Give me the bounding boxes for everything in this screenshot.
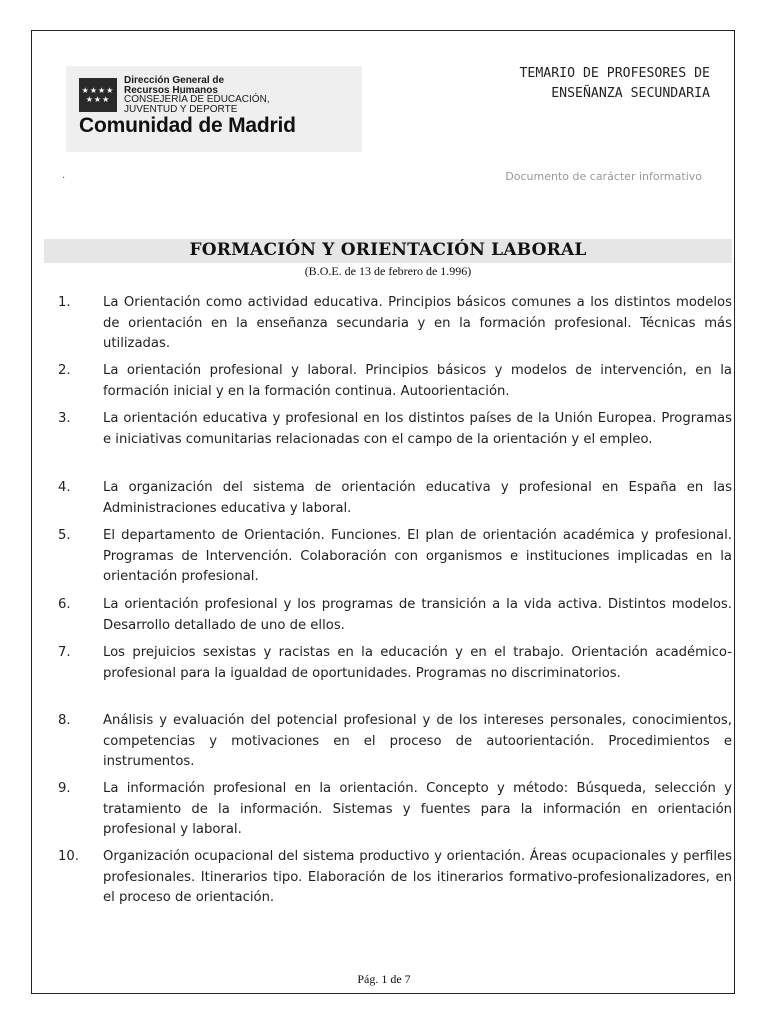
header-title	[519, 64, 710, 104]
list-item	[58, 361, 732, 402]
item-text: Organización ocupacional del sistema productivo y orientación. Áreas ocupacionales y perfiles profesionales. Itinerarios tipo. Elaboración de los itinerarios formativo-profesionalizadores, en el proceso de orientación.	[103, 849, 732, 905]
list-item	[58, 643, 732, 684]
item-number: 3.	[58, 411, 71, 426]
item-number: 10.	[58, 849, 79, 864]
item-number: 6.	[58, 597, 71, 612]
item-text: La organización del sistema de orientación educativa y profesional en España en las Administraciones educativa y laboral.	[103, 480, 732, 516]
logo-line-2: Recursos Humanos	[124, 84, 218, 96]
page-number: Pág. 1 de 7	[357, 972, 411, 986]
logo-line-1: Dirección General de	[124, 75, 225, 86]
item-number: 8.	[58, 713, 71, 728]
item-text: El departamento de Orientación. Funciones. El plan de orientación académica y profesional. Programas de Intervención. Colaboración con organismos e instituciones implicadas en la orientación profesional.	[103, 528, 732, 584]
list-item	[58, 526, 732, 588]
item-number: 7.	[58, 645, 71, 660]
item-text: Los prejuicios sexistas y racistas en la educación y en el trabajo. Orientación académico-profesional para la igualdad de oportunidades. Programas no discriminatorios.	[103, 645, 732, 681]
item-text: La información profesional en la orientación. Concepto y método: Búsqueda, selección y tratamiento de la información. Sistemas y fuentes para la información en orientación profesional y laboral.	[103, 781, 732, 837]
item-number: 9.	[58, 781, 71, 796]
madrid-flag-icon	[79, 78, 117, 112]
list-item	[58, 711, 732, 773]
item-text: La orientación profesional y laboral. Principios básicos y modelos de intervención, en la formación inicial y en la formación continua. Autoorientación.	[103, 363, 732, 399]
item-number: 4.	[58, 480, 71, 495]
list-item	[58, 595, 732, 636]
logo-name: Comunidad de Madrid	[79, 114, 296, 137]
list-item	[58, 409, 732, 450]
list-item	[58, 293, 732, 355]
header-line-2: ENSEÑANZA SECUNDARIA	[551, 86, 710, 101]
list-item	[58, 779, 732, 841]
comunidad-madrid-logo	[66, 66, 362, 152]
header-line-1: TEMARIO DE PROFESORES DE	[519, 66, 710, 81]
item-text: La orientación profesional y los programas de transición a la vida activa. Distintos modelos. Desarrollo detallado de uno de ellos.	[103, 597, 732, 633]
flag-stars: ★★★★ ★★★	[81, 86, 115, 104]
header-dot: .	[62, 170, 66, 181]
item-text: La Orientación como actividad educativa. Principios básicos comunes a los distintos modelos de orientación en la enseñanza secundaria y en la formación profesional. Técnicas más utilizadas.	[103, 295, 732, 351]
item-text: Análisis y evaluación del potencial profesional y de los intereses personales, conocimientos, competencias y motivaciones en el proceso de autoorientación. Procedimientos e instrumentos.	[103, 713, 732, 769]
list-item	[58, 847, 732, 909]
logo-line-3: CONSEJERÍA DE EDUCACIÓN,	[124, 94, 270, 105]
item-number: 2.	[58, 363, 71, 378]
page-title: FORMACIÓN Y ORIENTACIÓN LABORAL	[189, 240, 587, 260]
logo-institution-text	[124, 76, 270, 114]
item-number: 5.	[58, 528, 71, 543]
logo-line-4: JUVENTUD Y DEPORTE	[124, 103, 238, 115]
item-text: La orientación educativa y profesional en los distintos países de la Unión Europea. Programas e iniciativas comunitarias relacionadas con el campo de la orientación y el empleo.	[103, 411, 732, 447]
item-number: 1.	[58, 295, 71, 310]
page-subtitle: (B.O.E. de 13 de febrero de 1.996)	[304, 264, 472, 278]
document-note: Documento de carácter informativo	[505, 170, 702, 183]
list-item	[58, 478, 732, 519]
